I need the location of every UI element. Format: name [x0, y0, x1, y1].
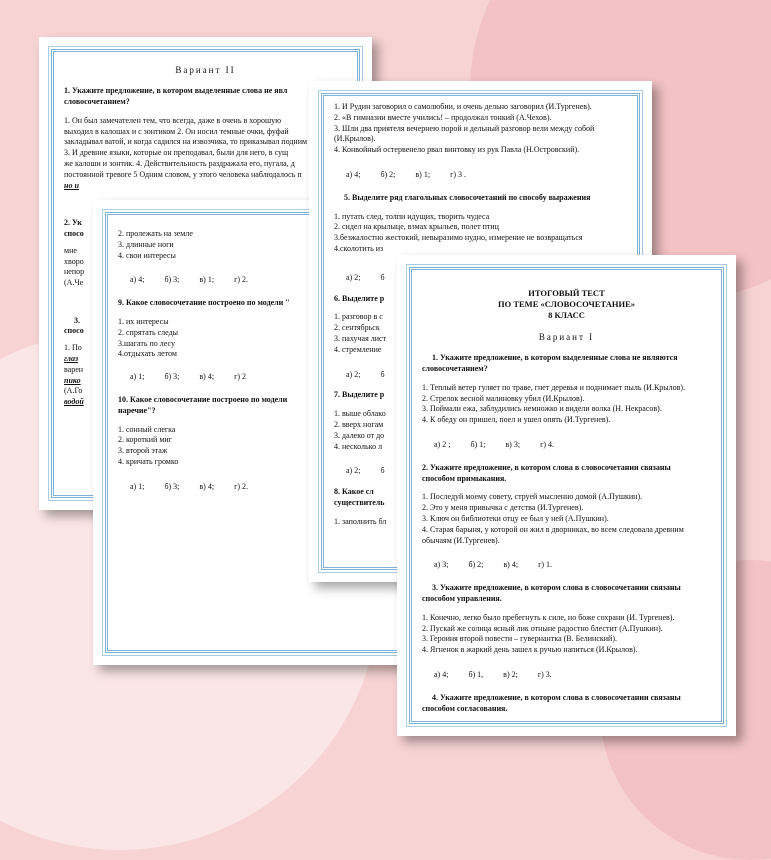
list-item: 1. выше облако [334, 409, 386, 419]
answer-option: б [380, 369, 385, 379]
list-item: 2. Это у меня привычка с детства (И.Тургенев). [422, 503, 584, 513]
answer-option: г) 2. [234, 275, 249, 285]
answer-option: г) 1. [538, 560, 553, 570]
answer-option: б [380, 466, 385, 476]
list-item: 3.безжалостно жестокий, невыразимо нудно, измерение не возвращаться [334, 233, 583, 243]
answer-options [434, 440, 711, 451]
answer-option: б) 3; [164, 372, 180, 382]
list-item: 2. сидел на крылыце, взмах крыльев, полет птиц [334, 222, 499, 232]
text-line: 3. И древние языки, которые он преподавал, были для него, в сущ [64, 148, 289, 158]
list-item: 2. Пускай же солнца ясный лик отныне радостно блестит (А.Пушкин). [422, 623, 663, 633]
fragment: спосо [64, 228, 84, 238]
list-item: 3. далеко от до [334, 430, 385, 440]
answer-option: а) 1; [130, 372, 145, 382]
answer-option: б) 3; [164, 481, 180, 491]
list-item: 4. несколько л [334, 441, 383, 451]
answer-option: в) 4; [503, 560, 519, 570]
question-4-line: 4. Укажите предложение, в котором слова в словосочетании связаны [432, 692, 681, 702]
variant-title: Вариант II [175, 65, 236, 75]
question-6: 6. Выделите р [334, 293, 385, 303]
answer-option: в) 4; [199, 372, 215, 382]
answer-options [434, 560, 711, 571]
list-item: 2. «В гимназии вместе учились! – продолжал тонкий (А.Чехов). [334, 112, 552, 122]
answer-option: г) 2. [234, 481, 249, 491]
question-3-line: способом управления. [422, 594, 502, 604]
question-10-line: 10. Какое словосочетание построено по модели [118, 394, 288, 404]
list-item: 1. И Рудин заговорил о самолюбии, и очень дельно заговорил (И.Тургенев). [334, 102, 592, 111]
list-item: 2. Стрелок весной малиновку убил (И.Крылов). [422, 393, 585, 403]
question-1-line: словосочетанием? [422, 364, 488, 374]
variant-title: Вариант I [538, 332, 595, 343]
list-item: обычаям (И.Тургенев). [422, 535, 500, 545]
list-item: 4. стремление [334, 344, 382, 354]
list-item: 1. Конечно, легко было пребегнуть к силе, но боже сохрани (И. Тургенев). [422, 612, 675, 622]
answer-option: а) 1; [130, 481, 145, 491]
list-item: (И.Крылов). [334, 134, 376, 144]
list-item: 1. Последуй моему совету, струей мысленно домой (А.Пушкин). [422, 492, 643, 502]
answer-option: а) 2; [346, 466, 361, 476]
fragment: 3. [74, 315, 80, 325]
list-item: 2. сентябрьск [334, 323, 380, 333]
fragment: 1. По [64, 343, 82, 353]
answer-option: б) 2; [380, 169, 396, 179]
answer-option: б [380, 272, 385, 282]
fragment: спосо [64, 326, 84, 336]
question-8-line: существитель [334, 497, 385, 507]
question-2-line: 2. Укажите предложение, в котором слова в словосочетании связаны [422, 462, 671, 472]
list-item: 3. Ключ он библиотеки отцу ее был у ней (А.Пушкин). [422, 514, 609, 524]
test-title: ИТОГОВЫЙ ТЕСТ [528, 288, 605, 298]
answer-option: в) 3; [505, 440, 521, 450]
list-item: 2. пролежать на земле [118, 229, 193, 238]
list-item: 1. путать след, толпи идущих, творить чудеса [334, 211, 490, 221]
answer-options [434, 670, 711, 681]
answer-option: в) 2; [503, 670, 518, 680]
fragment: непор [64, 267, 85, 277]
fragment: (А.Го [64, 386, 83, 396]
answer-option: б) 3; [164, 275, 180, 285]
list-item: 1. разговор в с [334, 312, 383, 322]
question-5: 5. Выделите ряд глагольных словосочетаний по способу выражения [344, 192, 591, 202]
fragment: мне [64, 245, 77, 255]
fragment: хворо [64, 256, 84, 266]
answer-option: г) 4. [540, 440, 555, 450]
answer-option: а) 2 ; [434, 440, 451, 450]
answer-options [346, 170, 627, 181]
fragment: варен [64, 364, 84, 374]
list-item: 1. сонный слегка [118, 424, 176, 434]
list-item: 4. кричать громко [118, 456, 179, 466]
list-item: 3. длинные ноги [118, 239, 174, 249]
answer-option: г) 2 [234, 372, 247, 382]
answer-option: а) 4; [346, 169, 361, 179]
question-9: 9. Какое словосочетание построено по модели " [118, 298, 290, 308]
list-item: 3. пахучая лист [334, 333, 387, 343]
list-item: 3. Шли два приятеля вечернею порой и дельный разговор вели между собой [334, 123, 595, 133]
question-8-line: 8. Какое сл [334, 487, 374, 497]
text-line: выходил в калошах и с зонтиком 2. Он носил темные очки, фуфай [64, 126, 289, 136]
fragment: глаз [64, 354, 79, 364]
list-item: 3. Героиня второй повести – гувернантка (В. Белинский). [422, 634, 617, 644]
answer-option: а) 4; [130, 275, 145, 285]
question-1-line: 1. Укажите предложение, в котором выделенные слова не явл [64, 86, 288, 96]
answer-option: а) 4; [434, 670, 449, 680]
question-10-line: наречие"? [118, 405, 156, 415]
answer-option: б) 2; [468, 560, 484, 570]
question-1-line: словосочетанием? [64, 96, 130, 106]
list-item: 2. вверх ногам [334, 419, 384, 429]
text-line: постоянной тревоге 5 Одним словом, у этого человека наблюдалось п [64, 169, 302, 179]
worksheet-variant-1 [397, 255, 736, 736]
list-item: 1. Теплый ветер гуляет по траве, гнет деревья и поднимает пыль (И.Крылов). [422, 382, 686, 392]
fragment: водой [64, 397, 84, 407]
question-1-line: 1. Укажите предложение, в котором выделенные слова не являются [432, 353, 678, 363]
fragment: (А.Че [64, 278, 84, 288]
test-title: ПО ТЕМЕ «СЛОВОСОЧЕТАНИЕ» [498, 299, 635, 310]
question-3-line: 3. Укажите предложение, в котором слова в словосочетании связаны [432, 583, 681, 593]
list-item: 3. Поймали ежа, заблудились немножко и видели волка (Н. Некрасов). [422, 404, 662, 414]
list-item: 3.шагать по лесу [118, 338, 175, 348]
question-7: 7. Выделите р [334, 390, 385, 400]
answer-option: в) 1; [199, 275, 215, 285]
list-item: 1. заполнить бл [334, 516, 387, 526]
list-item: 4.отдыхать летом [118, 349, 177, 359]
answer-option: в) 1; [415, 169, 431, 179]
test-title: 8 КЛАСС [548, 310, 585, 321]
fragment: 2. Ук [64, 218, 82, 228]
page-border [409, 267, 724, 724]
answer-option: а) 2; [346, 369, 361, 379]
list-item: 4. Ягненок в жаркий день зашел к ручью напиться (И.Крылов). [422, 645, 638, 655]
list-item: 2. спрятать следы [118, 327, 179, 337]
question-4-line: способом согласования. [422, 703, 508, 713]
text-line: 1. Он был замечателен тем, что всегда, даже в очень в хорошую [64, 115, 282, 125]
list-item: 4. К обеду он пришел, поел и ушел опять (И.Тургенев). [422, 415, 611, 425]
list-item: 4. Конвойный остервенело рвал винтовку из рук Павла (Н.Островский). [334, 145, 580, 155]
answer-option: а) 2; [346, 272, 361, 282]
answer-option: б) 1; [470, 440, 486, 450]
text-line: но и [64, 180, 79, 190]
answer-option: г) 3. [537, 670, 552, 680]
fragment: пико [64, 375, 81, 385]
list-item: 3. второй этаж [118, 446, 168, 456]
answer-option: в) 4; [199, 481, 215, 491]
answer-option: б) 1, [468, 670, 484, 680]
list-item: 4.сколотить из [334, 243, 384, 253]
text-line: закладывал ватой, и когда садился на извозчика, то приказывал подним [64, 137, 308, 147]
text-line: же калоши и зонтик. 4. Действительность раздражала его, пугала, д [64, 158, 295, 168]
list-item: 4. Старая барыня, у которой он жил в дворниках, во всем следовала древним [422, 524, 684, 534]
answer-option: а) 3; [434, 560, 449, 570]
list-item: 2. короткий миг [118, 435, 172, 445]
list-item: 1. их интересы [118, 316, 169, 326]
answer-option: г) 3 . [450, 169, 467, 179]
list-item: 4. свои интересы [118, 250, 176, 260]
question-2-line: способом примыкания. [422, 473, 507, 483]
